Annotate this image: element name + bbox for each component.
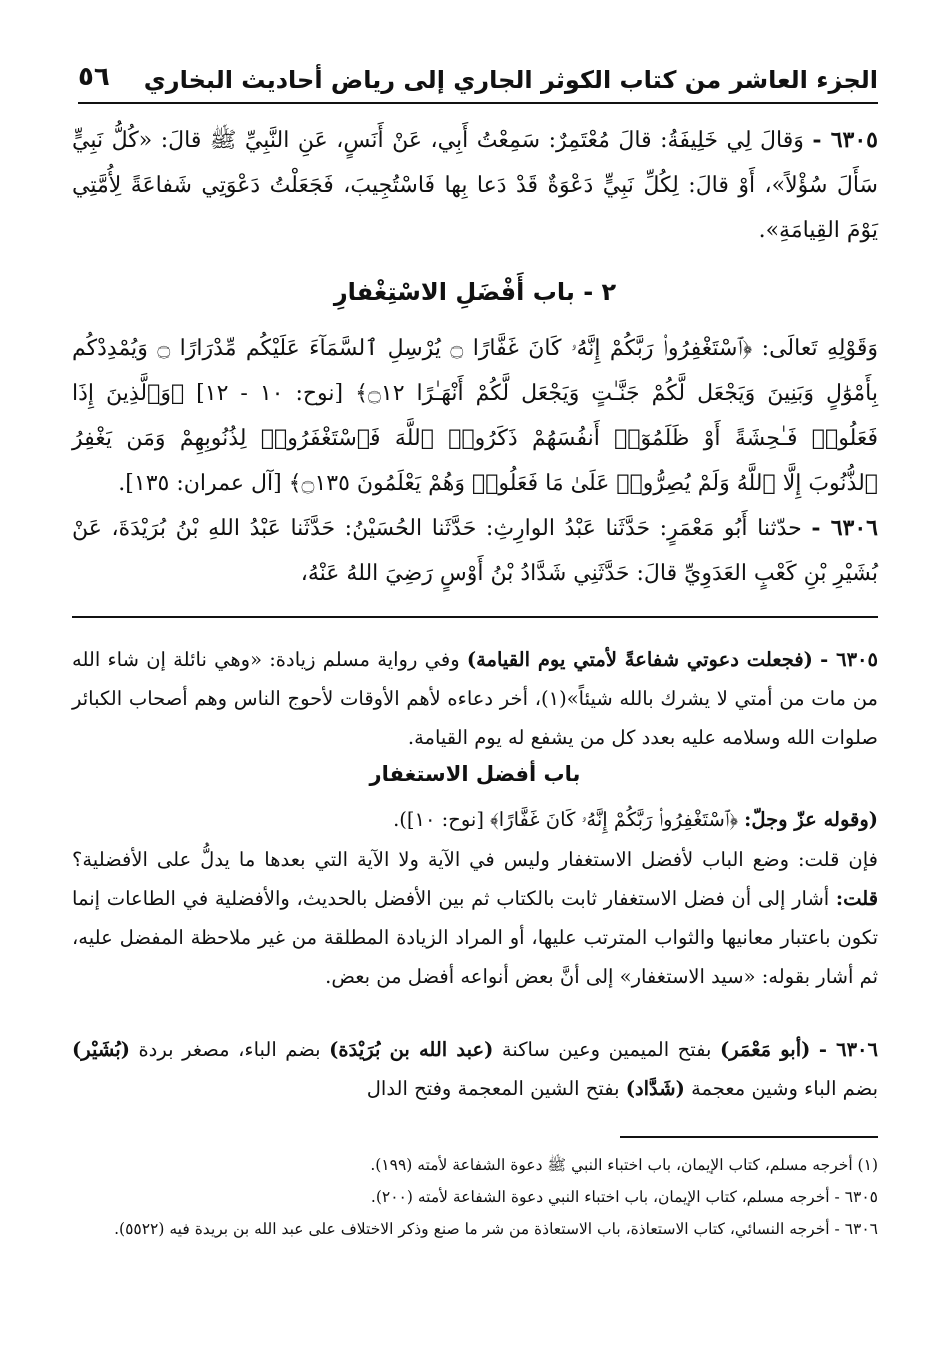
commentary-lemma: (بُشَيْر): [72, 1038, 130, 1061]
footnote-6305: ٦٣٠٥ - أخرجه مسلم، كتاب الإيمان، باب اختباء النبي دعوة الشفاعة لأمته (٢٠٠).: [370, 1188, 878, 1206]
commentary-text: بفتح الشين المعجمة وفتح الدال: [366, 1077, 620, 1100]
hadith-text: وَقالَ لِي خَلِيفَةُ: قالَ مُعْتَمِرٌ: سَمِعْتُ أَبِي، عَنْ أَنَسٍ، عَنِ النَّبِيِّ ﷺ قالَ: «كُلُّ نَبِيٍّ سَأَلَ سُؤْلاً»، أَوْ قالَ: لِكُلِّ نَبِيٍّ دَعْوَةٌ قَدْ دَعا بِها فَاسْتُجِيبَ، فَجَعَلْتُ دَعْوَتِي شَفاعَةً لِأُمَّتِي يَوْمَ القِيامَةِ».: [72, 128, 878, 243]
commentary-question-answer: [72, 840, 878, 996]
commentary-text: أشار إلى أن فضل الاستغفار ثابت بالكتاب ثم بين الأفضل بالحديث، والأفضلية في الطاعات إنما تكون باعتبار معانيها والثواب المترتب عليها، أو المراد الزيادة المطلقة من غير ملاحظة المفضل عليه، ثم أشار بقوله: «سيد الاستغفار» إلى أنَّ بعض أنواعه أفضل من بعض.: [72, 887, 878, 988]
commentary-lemma: (أبو مَعْمَر): [719, 1038, 811, 1061]
hadith-6306: [72, 506, 878, 596]
commentary-number: ٦٣٠٥ -: [820, 648, 879, 671]
footnote-1: (١) أخرجه مسلم، كتاب الإيمان، باب اختباء النبي ﷺ دعوة الشفاعة لأمته (١٩٩).: [370, 1156, 878, 1174]
footnote-divider: [620, 1136, 878, 1138]
hadith-number: ٦٣٠٦ -: [811, 515, 878, 541]
page-header: [78, 58, 878, 104]
commentary-text: وفي رواية مسلم زيادة: «وهي نائلة إن شاء الله من مات من أمتي لا يشرك بالله شيئاً»(١)، أخر دعاءه لأهم الأوقات لأحوج الناس وهم أصحاب الكبائر صلوات الله وسلامه عليه بعدد كل من يشفع له يوم القيامة.: [72, 648, 879, 749]
hadith-text: حدّثنا أَبُو مَعْمَرٍ: حَدَّثَنا عَبْدُ الوارِثِ: حَدَّثَنا الحُسَيْنُ: حَدَّثَنا عَبْدُ اللهِ بْنُ بُرَيْدَةَ، عَنْ بُشَيْرِ بْنِ كَعْبٍ العَدَوِيِّ قالَ: حَدَّثَنِي شَدَّادُ بْنُ أَوْسٍ رَضِيَ اللهُ عَنْهُ،: [72, 516, 878, 586]
commentary-6306: [72, 1030, 878, 1108]
commentary-heading: باب أفضل الاستغفار: [369, 762, 581, 786]
hadith-number: ٦٣٠٥ -: [812, 127, 878, 153]
commentary-text: بضم الباء وشين معجمة: [691, 1077, 878, 1100]
commentary-verse-ref: [72, 800, 878, 839]
running-title: الجزء العاشر من كتاب الكوثر الجاري إلى رياض أحاديث البخاري: [143, 66, 878, 94]
commentary-lemma: قلت:: [835, 887, 879, 910]
commentary-lemma: (شَدَّاد): [625, 1077, 685, 1100]
commentary-lemma: (وقوله عزّ وجلّ:: [744, 808, 878, 831]
commentary-text: فإن قلت: وضع الباب لأفضل الاستغفار وليس في الآية ولا الآية التي بعدها ما يدلُّ على الأفضلية؟: [72, 848, 878, 871]
chapter-heading: ٢ - باب أَفْضَلِ الاسْتِغْفارِ: [333, 278, 617, 306]
commentary-text: ﴿ٱسْتَغْفِرُوا۟ رَبَّكُمْ إِنَّهُۥ كَانَ غَفَّارًا﴾ [نوح: ١٠]).: [393, 808, 738, 831]
commentary-number: ٦٣٠٦ -: [818, 1038, 879, 1061]
footnote-6306: ٦٣٠٦ - أخرجه النسائي، كتاب الاستعاذة، باب الاستعاذة من شر ما صنع وذكر الاختلاف على عبد الله بن بريدة فيه (٥٥٢٢).: [114, 1220, 878, 1238]
quran-verses-paragraph: وَقَوْلِهِ تَعالَى: ﴿ٱسْتَغْفِرُوا۟ رَبَّكُمْ إِنَّهُۥ كَانَ غَفَّارًا ۝ يُرْسِلِ ٱلسَّمَآءَ عَلَيْكُم مِّدْرَارًا ۝ وَيُمْدِدْكُم بِأَمْوَٰلٍ وَبَنِينَ وَيَجْعَل لَّكُمْ جَنَّـٰتٍ وَيَجْعَل لَّكُمْ أَنْهَـٰرًا ۝١٢﴾ [نوح: ١٠ - ١٢] ﴿وَٱلَّذِينَ إِذَا فَعَلُوا۟ فَـٰحِشَةً أَوْ ظَلَمُوٓا۟ أَنفُسَهُمْ ذَكَرُوا۟ ٱللَّهَ فَٱسْتَغْفَرُوا۟ لِذُنُوبِهِمْ وَمَن يَغْفِرُ ٱلذُّنُوبَ إِلَّا ٱللَّهُ وَلَمْ يُصِرُّوا۟ عَلَىٰ مَا فَعَلُوا۟ وَهُمْ يَعْلَمُونَ ۝١٣٥﴾ [آل عمران: ١٣٥].: [72, 336, 879, 496]
commentary-lemma: (فجعلت دعوتي شفاعةً لأمتي يوم القيامة): [466, 648, 813, 671]
hadith-6305: [72, 118, 878, 253]
commentary-lemma: (عبد الله بن بُرَيْدَة): [329, 1038, 494, 1061]
commentary-text: بضم الباء، مصغر بردة: [138, 1038, 321, 1061]
page-number: ٥٦: [78, 62, 110, 92]
commentary-text: بفتح الميمين وعين ساكنة: [501, 1038, 712, 1061]
commentary-6305: [72, 640, 878, 757]
commentary-divider: [72, 616, 878, 618]
